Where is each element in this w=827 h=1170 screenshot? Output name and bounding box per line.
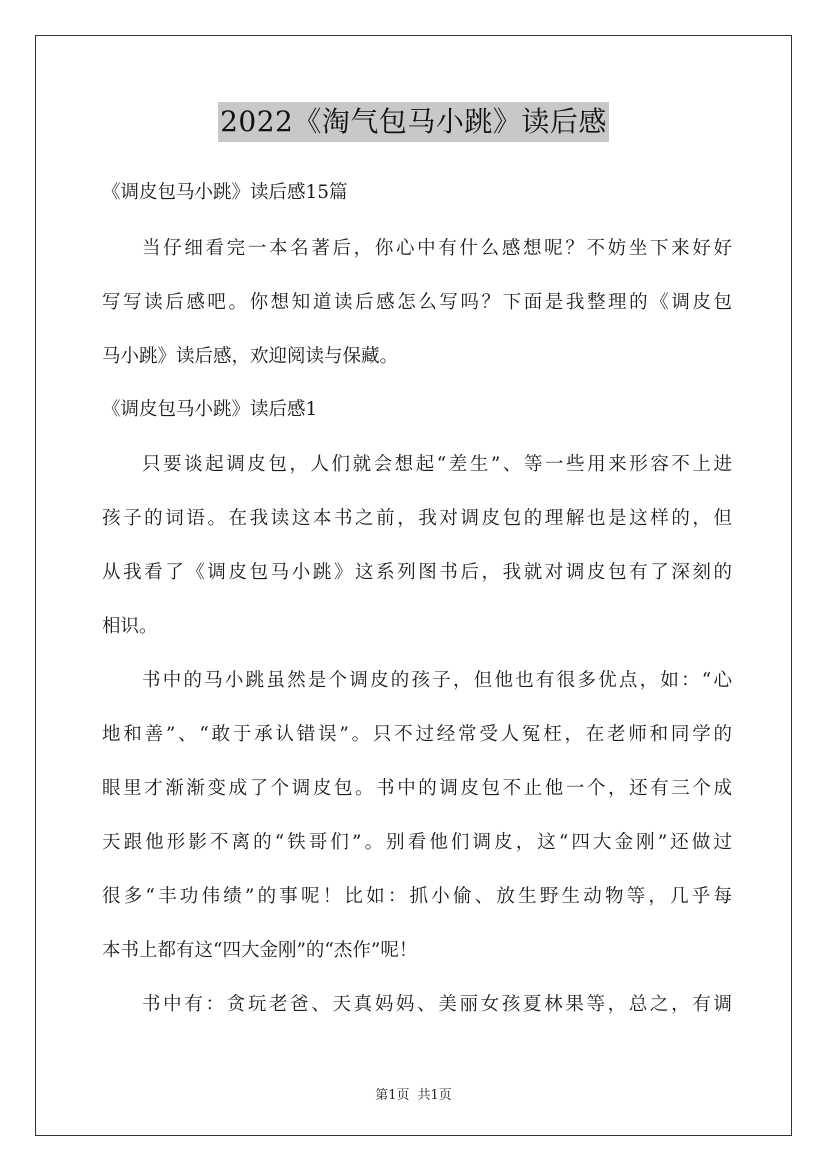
title-container	[0, 102, 827, 142]
page-total: 共1页	[417, 1088, 452, 1103]
intro-paragraph-line-3: 马小跳》读后感，欢迎阅读与保藏。	[102, 346, 399, 367]
page-footer	[0, 1084, 827, 1103]
section-heading-1: 《调皮包马小跳》读后感1	[102, 399, 318, 420]
paragraph-1-line-2: 孩子的词语。在我读这本书之前，我对调皮包的理解也是这样的，但	[102, 508, 732, 529]
document-title: 2022《淘气包马小跳》读后感	[218, 102, 609, 142]
intro-paragraph-line-1: 当仔细看完一本名著后，你心中有什么感想呢？不妨坐下来好好	[142, 238, 732, 259]
paragraph-1-line-3: 从我看了《调皮包马小跳》这系列图书后，我就对调皮包有了深刻的	[102, 562, 732, 583]
page-number: 第1页	[375, 1088, 410, 1103]
paragraph-3-line-1: 书中有：贪玩老爸、天真妈妈、美丽女孩夏林果等，总之，有调	[142, 994, 732, 1015]
paragraph-2-line-1: 书中的马小跳虽然是个调皮的孩子，但他也有很多优点，如：“心	[142, 670, 732, 691]
paragraph-2-line-2: 地和善”、“敢于承认错误”。只不过经常受人冤枉，在老师和同学的	[102, 724, 732, 745]
intro-paragraph-line-2: 写写读后感吧。你想知道读后感怎么写吗？下面是我整理的《调皮包	[102, 292, 732, 313]
paragraph-2-line-5: 很多“丰功伟绩”的事呢！比如：抓小偷、放生野生动物等，几乎每	[102, 886, 732, 907]
paragraph-2-line-6: 本书上都有这“四大金刚”的“杰作”呢！	[102, 940, 418, 961]
section-heading-main: 《调皮包马小跳》读后感15篇	[102, 182, 348, 203]
paragraph-1-line-1: 只要谈起调皮包，人们就会想起“差生”、等一些用来形容不上进	[142, 454, 732, 475]
paragraph-2-line-3: 眼里才渐渐变成了个调皮包。书中的调皮包不止他一个，还有三个成	[102, 778, 732, 799]
paragraph-2-line-4: 天跟他形影不离的“铁哥们”。别看他们调皮，这“四大金刚”还做过	[102, 832, 732, 853]
paragraph-1-line-4: 相识。	[102, 616, 158, 637]
